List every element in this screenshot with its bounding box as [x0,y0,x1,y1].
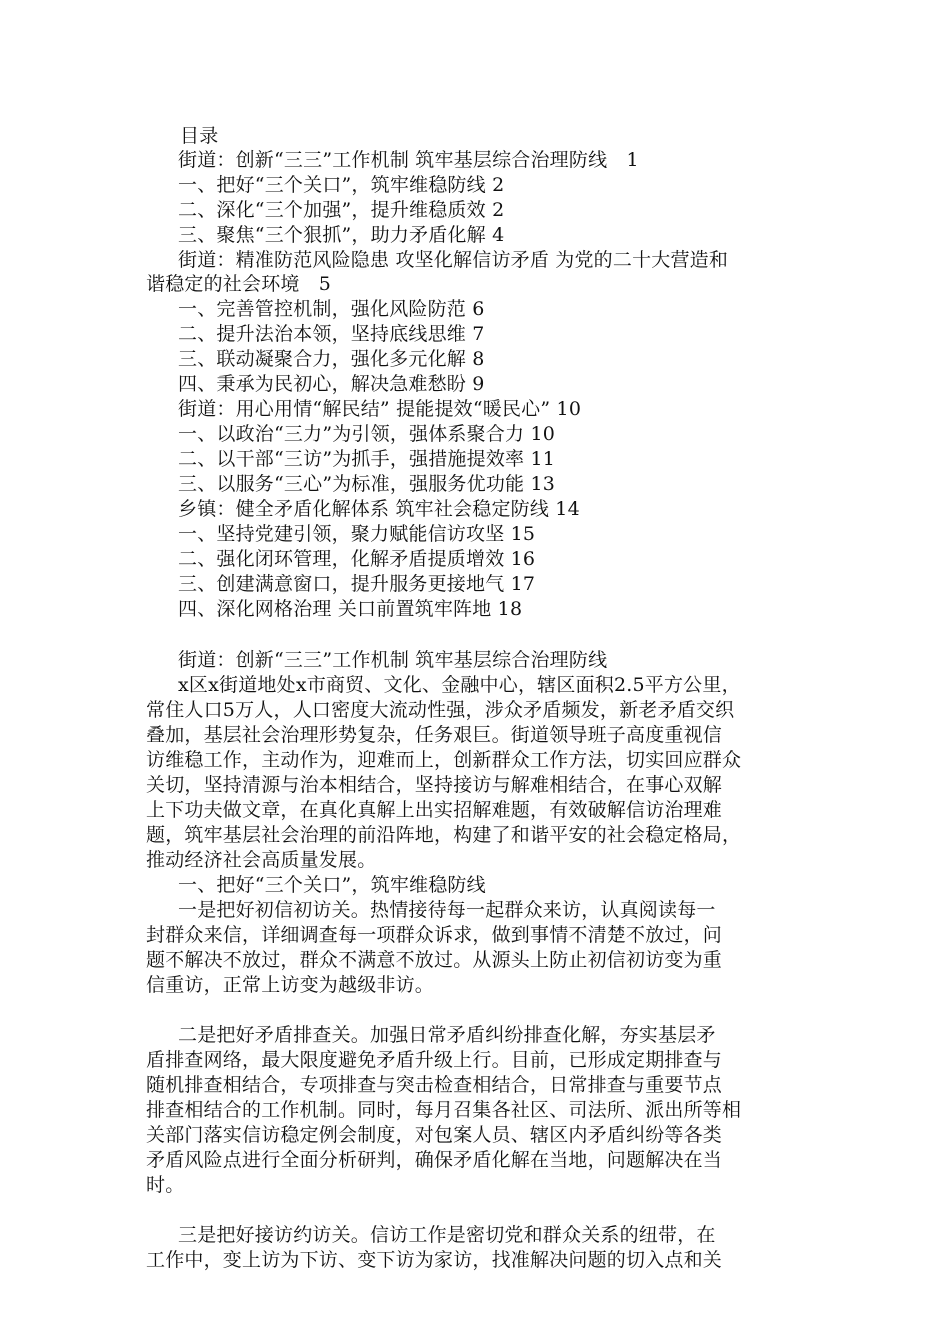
paragraph-line: x区x街道地处x市商贸、文化、金融中心，辖区面积2.5平方公里， [178,674,741,696]
paragraph-line: 排查相结合的工作机制。同时，每月召集各社区、司法所、派出所等相 [146,1099,742,1121]
toc-entry: 三、以服务“三心”为标准，强服务优功能 13 [178,473,556,495]
toc-entry: 二、深化“三个加强”，提升维稳质效 2 [178,199,505,221]
paragraph-line: 关切，坚持清源与治本相结合，坚持接访与解难相结合，在事心双解 [146,774,723,796]
paragraph-line: 题，筑牢基层社会治理的前沿阵地，构建了和谐平安的社会稳定格局， [146,824,742,846]
paragraph-line: 随机排查相结合，专项排查与突击检查相结合，日常排查与重要节点 [146,1074,723,1096]
toc-entry: 三、联动凝聚合力，强化多元化解 8 [178,348,485,370]
paragraph-line: 信重访，正常上访变为越级非访。 [146,974,435,996]
section-heading: 街道：创新“三三”工作机制 筑牢基层综合治理防线 [178,649,608,671]
subsection-heading: 一、把好“三个关口”，筑牢维稳防线 [178,874,486,896]
paragraph-line: 推动经济社会高质量发展。 [146,849,377,871]
toc-entry: 乡镇：健全矛盾化解体系 筑牢社会稳定防线 14 [178,498,580,520]
paragraph-line: 叠加，基层社会治理形势复杂，任务艰巨。街道领导班子高度重视信 [146,724,723,746]
paragraph-line: 三是把好接访约访关。信访工作是密切党和群众关系的纽带，在 [178,1224,716,1246]
toc-entry: 三、创建满意窗口，提升服务更接地气 17 [178,573,536,595]
paragraph-line: 题不解决不放过，群众不满意不放过。从源头上防止初信初访变为重 [146,949,723,971]
toc-entry: 四、秉承为民初心，解决急难愁盼 9 [178,373,485,395]
toc-entry: 三、聚焦“三个狠抓”，助力矛盾化解 4 [178,224,505,246]
paragraph-line: 工作中，变上访为下访、变下访为家访，找准解决问题的切入点和关 [146,1249,723,1271]
toc-entry: 四、深化网格治理 关口前置筑牢阵地 18 [178,598,523,620]
toc-entry: 一、完善管控机制，强化风险防范 6 [178,298,485,320]
paragraph-line: 关部门落实信访稳定例会制度，对包案人员、辖区内矛盾纠纷等各类 [146,1124,723,1146]
paragraph-line: 常住人口5万人，人口密度大流动性强，涉众矛盾频发，新老矛盾交织 [146,699,735,721]
toc-entry: 街道：创新“三三”工作机制 筑牢基层综合治理防线 1 [178,149,639,171]
paragraph-line: 封群众来信，详细调查每一项群众诉求，做到事情不清楚不放过，问 [146,924,723,946]
toc-entry: 二、提升法治本领，坚持底线思维 7 [178,323,485,345]
paragraph-line: 盾排查网络，最大限度避免矛盾升级上行。目前，已形成定期排查与 [146,1049,723,1071]
paragraph-line: 矛盾风险点进行全面分析研判，确保矛盾化解在当地，问题解决在当 [146,1149,723,1171]
toc-entry: 谐稳定的社会环境 5 [146,273,332,295]
toc-entry: 街道：精准防范风险隐患 攻坚化解信访矛盾 为党的二十大营造和 [178,249,729,271]
toc-entry: 街道：用心用情“解民结” 提能提效“暖民心” 10 [178,398,582,420]
paragraph-line: 时。 [146,1174,185,1196]
toc-entry: 二、强化闭环管理，化解矛盾提质增效 16 [178,548,536,570]
toc-title: 目录 [180,125,219,147]
paragraph-line: 一是把好初信初访关。热情接待每一起群众来访，认真阅读每一 [178,899,716,921]
paragraph-line: 访维稳工作，主动作为，迎难而上，创新群众工作方法，切实回应群众 [146,749,742,771]
paragraph-line: 二是把好矛盾排查关。加强日常矛盾纠纷排查化解，夯实基层矛 [178,1024,716,1046]
paragraph-line: 上下功夫做文章，在真化真解上出实招解难题，有效破解信访治理难 [146,799,723,821]
toc-entry: 二、以干部“三访”为抓手，强措施提效率 11 [178,448,556,470]
toc-entry: 一、坚持党建引领，聚力赋能信访攻坚 15 [178,523,536,545]
toc-entry: 一、以政治“三力”为引领，强体系聚合力 10 [178,423,556,445]
toc-entry: 一、把好“三个关口”，筑牢维稳防线 2 [178,174,505,196]
